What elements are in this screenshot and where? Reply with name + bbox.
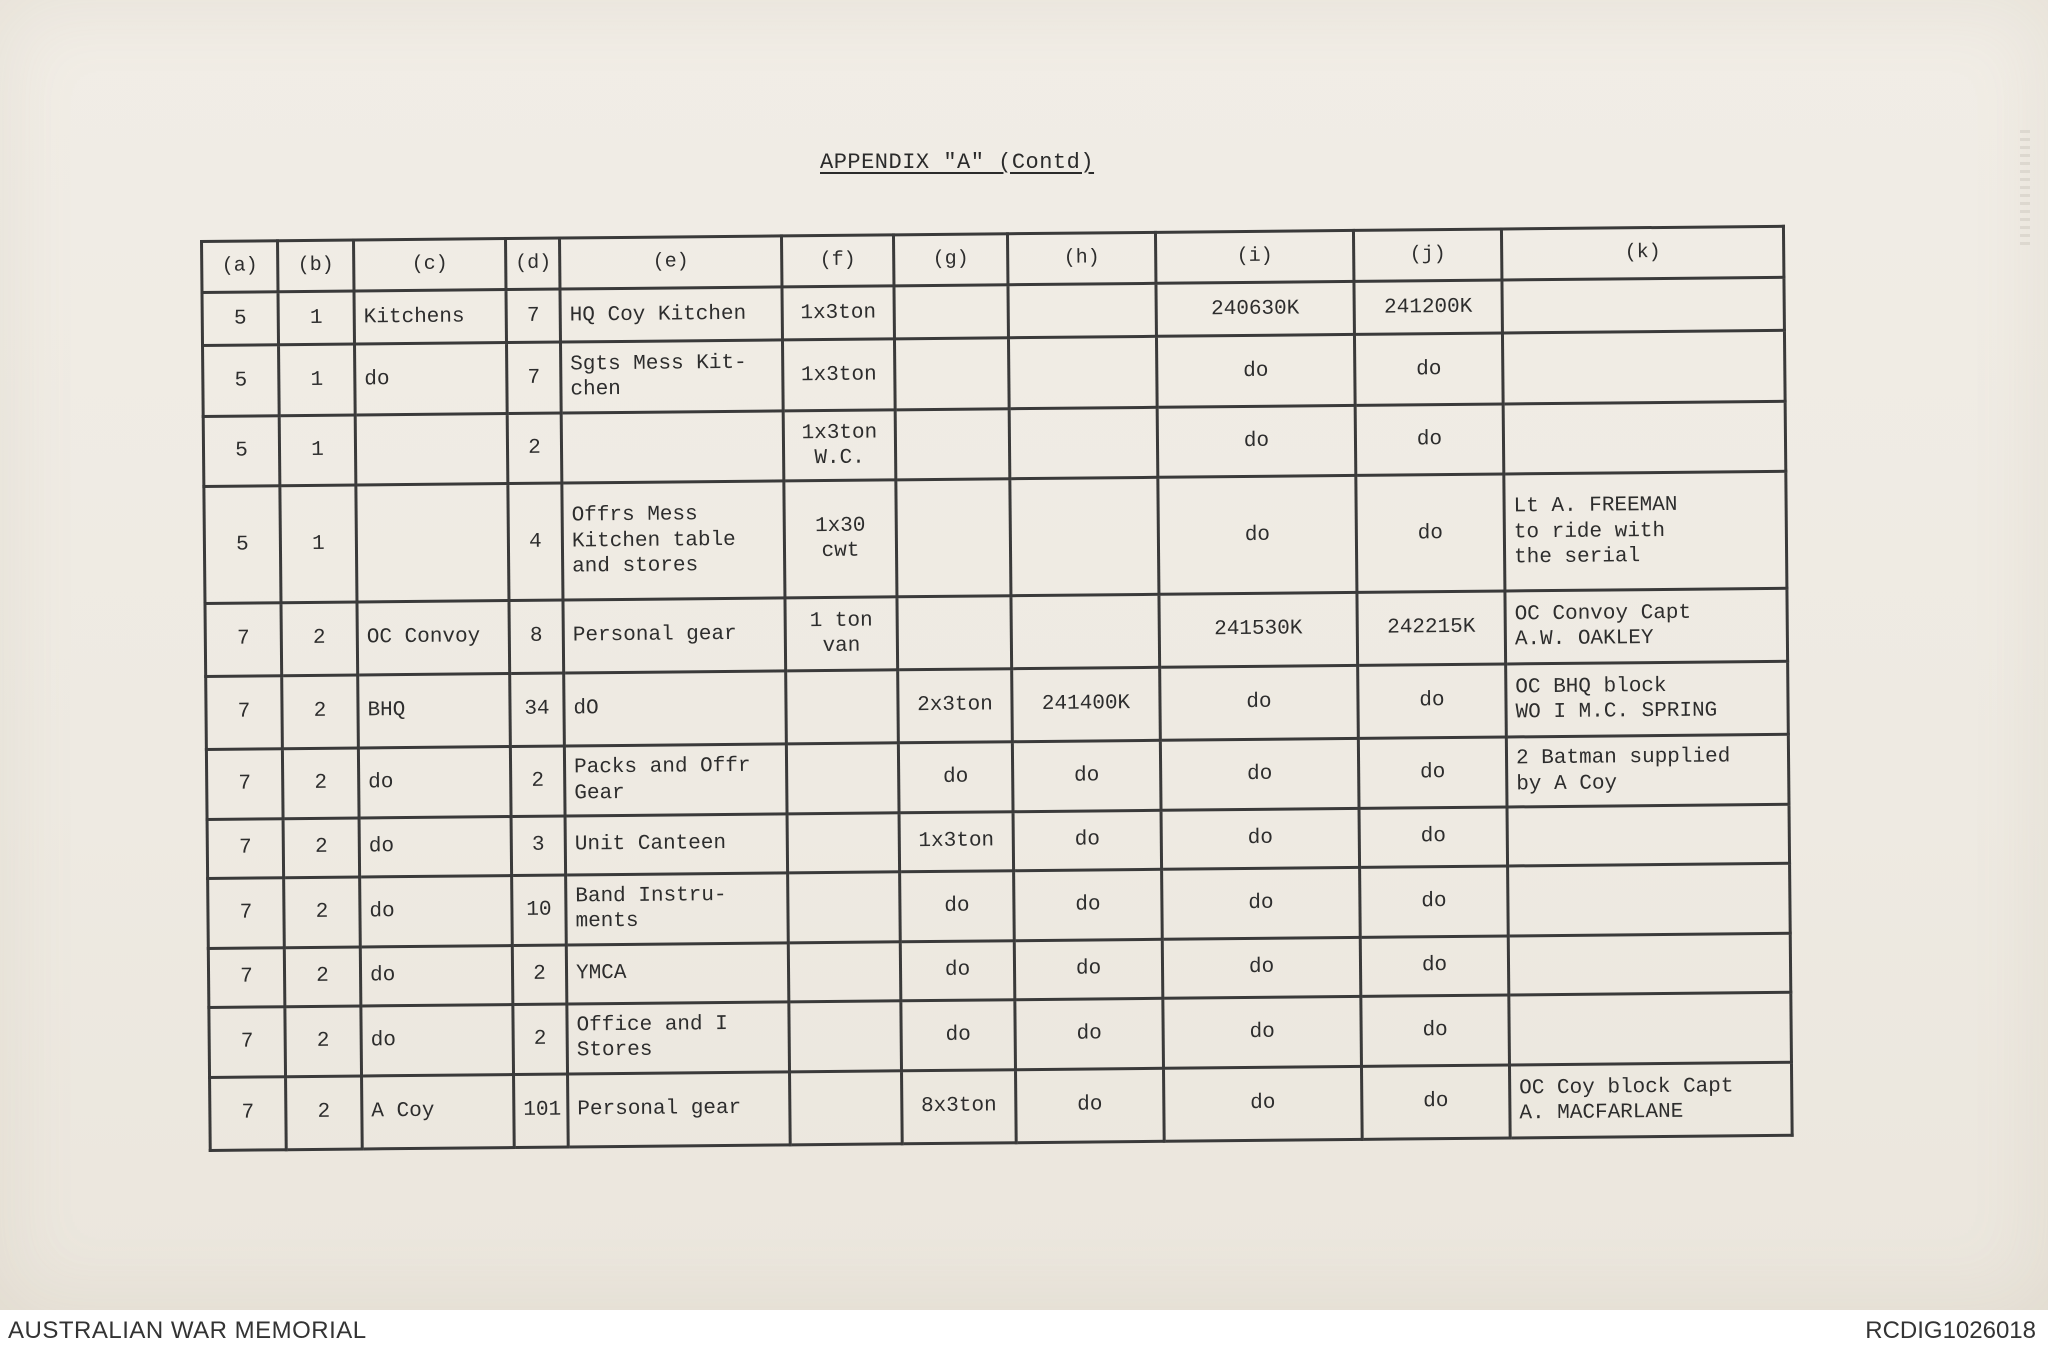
table-cell: OC BHQ block WO I M.C. SPRING: [1506, 661, 1789, 737]
table-cell: do: [1158, 476, 1357, 595]
table-cell: 1x3ton W.C.: [783, 410, 896, 482]
column-header: (i): [1155, 230, 1353, 283]
table-cell: 34: [510, 673, 565, 746]
table-cell: [1009, 407, 1158, 479]
table-cell: 7: [209, 1006, 286, 1077]
table-cell: 1x3ton: [782, 339, 895, 411]
table-cell: BHQ: [358, 674, 511, 748]
table-cell: [896, 479, 1011, 597]
table-cell: 5: [203, 416, 280, 487]
table-cell: [1509, 992, 1792, 1065]
column-header: (c): [354, 239, 506, 291]
table-cell: 1x3ton: [782, 286, 895, 341]
table-cell: 1: [280, 485, 357, 602]
table-cell: OC Coy block Capt A. MACFARLANE: [1509, 1062, 1792, 1138]
table-cell: 2: [281, 602, 358, 676]
table-cell: 1: [278, 291, 355, 345]
table-cell: 2: [507, 413, 562, 484]
table-cell: do: [1356, 474, 1505, 592]
table-cell: 241200K: [1354, 280, 1503, 335]
column-header: (j): [1353, 229, 1501, 281]
table-cell: [897, 596, 1012, 670]
table-cell: 3: [511, 816, 566, 875]
table-cell: [787, 813, 900, 872]
table-cell: Personal gear: [563, 598, 786, 673]
table-cell: 7: [208, 948, 285, 1007]
table-row: [210, 1062, 1793, 1150]
table-cell: 7: [506, 289, 561, 343]
table-cell: do: [355, 343, 508, 415]
table-cell: 240630K: [1156, 281, 1355, 336]
table-body: [202, 277, 1792, 1150]
table-cell: do: [1015, 998, 1164, 1070]
table-cell: do: [1016, 1068, 1165, 1142]
table-cell: do: [1359, 807, 1508, 867]
table-cell: OC Convoy Capt A.W. OAKLEY: [1505, 588, 1788, 664]
table-cell: 2: [285, 1006, 362, 1077]
table-cell: [894, 285, 1009, 340]
table-cell: do: [1161, 809, 1360, 869]
table-cell: do: [358, 746, 511, 818]
column-header: (a): [202, 241, 278, 293]
table-cell: [561, 411, 784, 484]
table-cell: 7: [208, 877, 285, 948]
table-cell: do: [1360, 936, 1509, 996]
table-cell: 7: [206, 749, 283, 820]
table-cell: do: [1355, 404, 1504, 476]
punch-marks: [2020, 130, 2030, 250]
table-cell: 1x3ton: [899, 812, 1014, 871]
table-cell: 2: [513, 1004, 568, 1075]
column-header: (k): [1501, 226, 1783, 280]
table-cell: do: [900, 870, 1015, 942]
table-cell: do: [1013, 811, 1162, 871]
table-cell: [786, 670, 899, 744]
column-header: (g): [893, 234, 1007, 286]
table-cell: do: [1014, 869, 1163, 941]
table-cell: Band Instru- ments: [566, 873, 789, 946]
table-cell: 10: [512, 875, 567, 946]
table-cell: [789, 1000, 902, 1072]
table-cell: [786, 743, 899, 815]
table-cell: 2 Batman supplied by A Coy: [1506, 734, 1789, 807]
table-cell: [788, 872, 901, 944]
table-cell: 1: [279, 415, 356, 486]
table-cell: do: [359, 817, 512, 877]
table-cell: [1008, 283, 1157, 338]
table-cell: 1x30 cwt: [784, 480, 897, 598]
table-cell: 7: [207, 819, 284, 878]
table-cell: Kitchens: [354, 290, 507, 345]
table-cell: dO: [564, 671, 787, 746]
table-cell: do: [1358, 664, 1507, 738]
table-cell: Unit Canteen: [565, 814, 788, 874]
table-cell: do: [900, 941, 1015, 1000]
table-cell: do: [1012, 740, 1161, 812]
table-cell: do: [1162, 938, 1361, 998]
table-cell: [1502, 277, 1785, 333]
table-cell: 2: [282, 675, 359, 749]
convoy-table: [200, 225, 1794, 1152]
table-cell: 5: [203, 345, 280, 416]
table-cell: do: [1162, 867, 1361, 939]
column-header: (e): [559, 236, 781, 289]
table-cell: do: [1361, 995, 1510, 1067]
table-cell: do: [898, 742, 1013, 814]
table-cell: [1508, 933, 1791, 994]
table-cell: [1503, 401, 1786, 474]
table-cell: 8x3ton: [902, 1070, 1017, 1144]
table-cell: OC Convoy: [357, 601, 510, 675]
table-cell: do: [1160, 665, 1359, 740]
table-cell: [790, 1071, 903, 1145]
table-cell: 4: [508, 483, 563, 600]
column-header: (d): [506, 238, 560, 290]
column-header: (h): [1007, 232, 1155, 284]
table-cell: YMCA: [566, 943, 789, 1003]
table-cell: do: [1160, 738, 1359, 810]
table-cell: Packs and Offr Gear: [564, 744, 787, 817]
table-cell: 7: [507, 343, 562, 414]
table-cell: A Coy: [362, 1075, 515, 1149]
table-cell: do: [1358, 737, 1507, 809]
table-cell: do: [1361, 1065, 1510, 1139]
table-cell: do: [1354, 333, 1503, 405]
table-cell: do: [1156, 335, 1355, 407]
table-cell: 5: [202, 292, 279, 346]
table-cell: 7: [210, 1077, 287, 1151]
table-cell: do: [1163, 996, 1362, 1068]
table-cell: do: [1014, 939, 1163, 999]
table-cell: do: [361, 1004, 514, 1076]
table-cell: [1008, 337, 1157, 409]
table-cell: 2: [510, 746, 565, 817]
table-cell: 5: [204, 486, 281, 603]
table-cell: [355, 414, 508, 486]
column-header: (f): [781, 235, 893, 287]
table-cell: 2x3ton: [898, 669, 1013, 743]
table-cell: 7: [205, 603, 282, 677]
footer-credit: AUSTRALIAN WAR MEMORIAL: [8, 1317, 367, 1344]
table-cell: 241530K: [1159, 593, 1358, 668]
table-row: [204, 472, 1787, 604]
table-cell: do: [1360, 866, 1509, 938]
table-cell: 7: [206, 676, 283, 750]
table-cell: 2: [512, 945, 567, 1004]
table-cell: 2: [283, 818, 360, 877]
table-cell: 101: [514, 1074, 569, 1147]
column-header: (b): [278, 240, 354, 292]
table-cell: [895, 409, 1010, 481]
footer-reference: RCDIG1026018: [1865, 1317, 2036, 1344]
table-cell: [1011, 594, 1160, 668]
table-cell: [356, 484, 509, 602]
table-cell: 241400K: [1012, 667, 1161, 741]
table-cell: 2: [284, 877, 361, 948]
table-cell: 2: [282, 748, 359, 819]
table-cell: [788, 942, 901, 1001]
table-cell: Sgts Mess Kit- chen: [561, 340, 784, 413]
table-cell: do: [1163, 1066, 1362, 1141]
table-cell: 8: [509, 600, 564, 673]
page-title: APPENDIX "A" (Contd): [820, 150, 1095, 175]
table-cell: do: [901, 999, 1016, 1071]
table-cell: [1507, 805, 1790, 866]
table-cell: do: [1157, 405, 1356, 477]
table-cell: [1502, 331, 1785, 404]
table-cell: do: [360, 875, 513, 947]
table-cell: 242215K: [1357, 591, 1506, 665]
table-cell: [1508, 863, 1791, 936]
table-cell: Offrs Mess Kitchen table and stores: [562, 481, 785, 600]
table-cell: do: [360, 946, 513, 1006]
table-cell: 1: [279, 344, 356, 415]
table-cell: [894, 338, 1009, 410]
table-cell: HQ Coy Kitchen: [560, 287, 783, 343]
table-cell: Personal gear: [568, 1072, 791, 1147]
table-cell: [1010, 478, 1159, 596]
table-cell: 2: [286, 1076, 363, 1150]
footer-bar: [0, 1310, 2048, 1348]
table-cell: 1 ton van: [785, 597, 898, 671]
table-cell: Lt A. FREEMAN to ride with the serial: [1504, 472, 1787, 591]
table-cell: Office and I Stores: [567, 1001, 790, 1074]
table-cell: 2: [284, 947, 361, 1006]
